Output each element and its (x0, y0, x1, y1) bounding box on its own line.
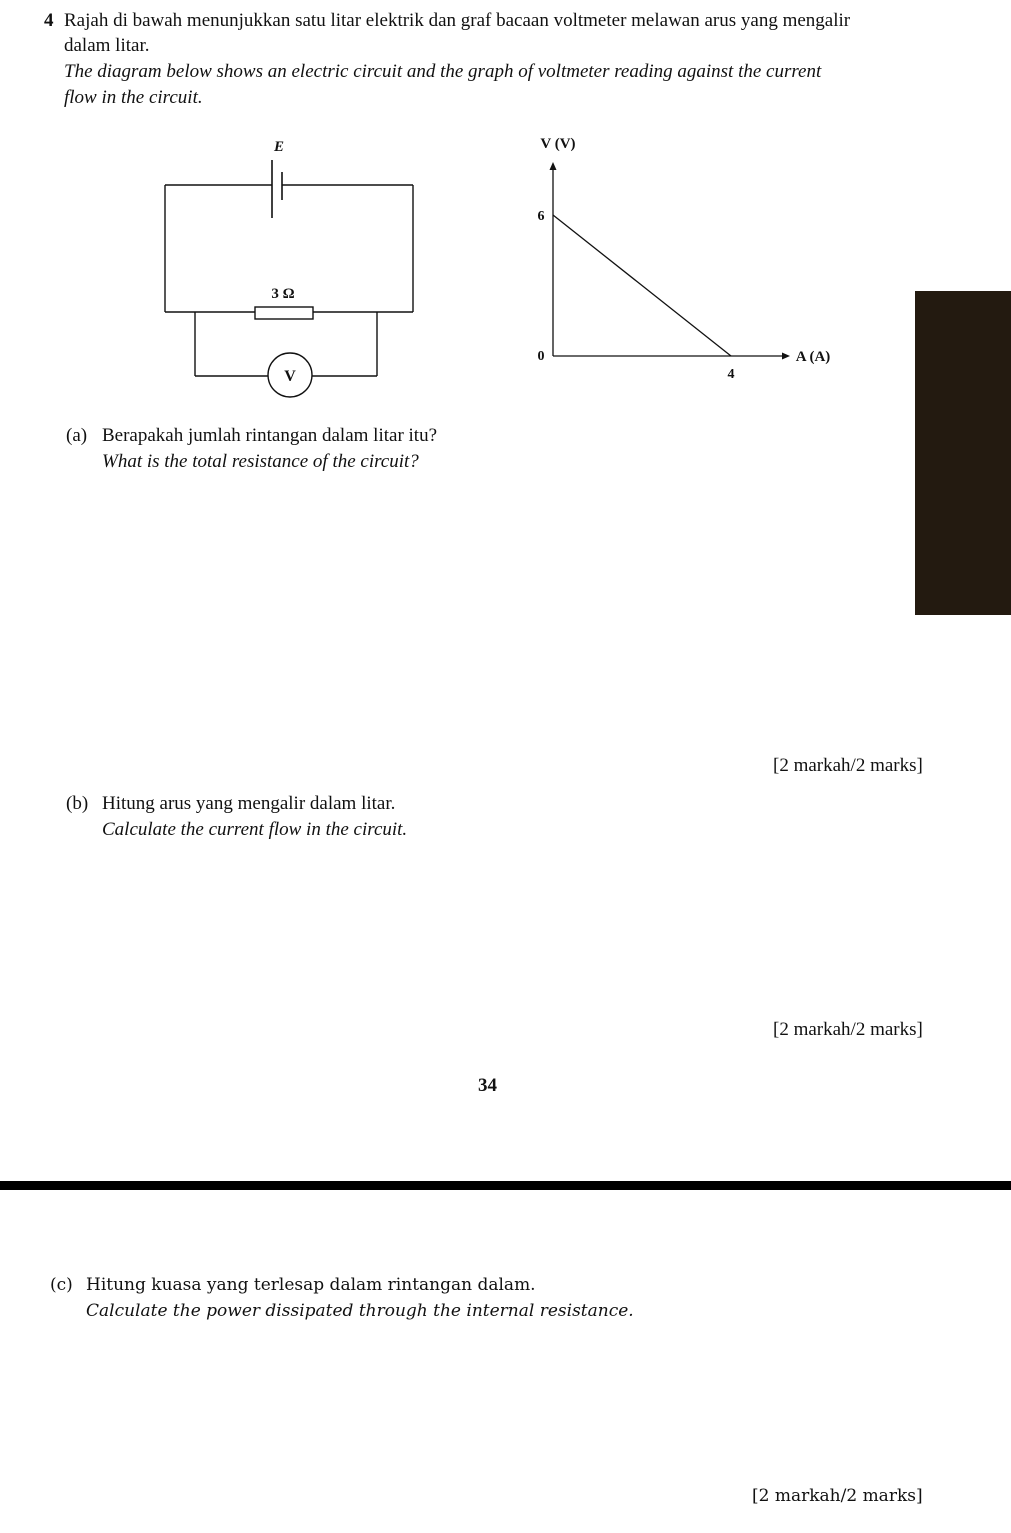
y-axis-arrow (550, 162, 557, 170)
graph-axes (550, 162, 791, 360)
intro-english-line-2: flow in the circuit. (64, 87, 203, 108)
graph-labels-layer (538, 136, 831, 382)
emf-label: E (273, 139, 285, 155)
page-divider (0, 1181, 1011, 1190)
graph-series-line (553, 215, 731, 356)
part-a-question-malay: Berapakah jumlah rintangan dalam litar itu? (102, 425, 438, 446)
sidebar-block (915, 291, 1011, 615)
resistor (255, 307, 313, 319)
part-b-label: (b) (66, 793, 89, 814)
origin-tick-label: 0 (537, 349, 545, 364)
graph-line-layer (553, 215, 731, 356)
part-b-marks: [2 markah/2 marks] (773, 1019, 923, 1040)
part-b-question-malay: Hitung arus yang mengalir dalam litar. (102, 793, 396, 814)
x-axis-arrow (782, 353, 790, 360)
part-a-marks: [2 markah/2 marks] (773, 755, 923, 776)
intro-english-line-1: The diagram below shows an electric circuit and the graph of voltmeter reading against the current (64, 61, 822, 82)
part-c-question-malay: Hitung kuasa yang terlesap dalam rintangan dalam. (86, 1275, 536, 1295)
part-c-label: (c) (50, 1275, 73, 1295)
part-b-question-english: Calculate the current flow in the circuit. (102, 819, 408, 840)
part-a-label: (a) (66, 425, 88, 446)
part-a-question-english: What is the total resistance of the circuit? (102, 451, 419, 472)
y-tick-label-6: 6 (537, 209, 545, 224)
part-c-question-english: Calculate the power dissipated through the internal resistance. (86, 1301, 634, 1321)
question-number: 4 (44, 10, 54, 31)
resistor-label: 3 Ω (271, 286, 295, 302)
x-axis-label: A (A) (795, 349, 831, 365)
y-axis-label: V (V) (540, 136, 576, 152)
page-number: 34 (478, 1075, 497, 1096)
voltage-current-graph (500, 128, 860, 390)
intro-malay-line-1: Rajah di bawah menunjukkan satu litar elektrik dan graf bacaan voltmeter melawan arus yang mengalir (64, 10, 851, 31)
intro-malay-line-2: dalam litar. (64, 35, 150, 56)
circuit-diagram (150, 130, 430, 405)
voltmeter-label: V (284, 368, 296, 385)
x-tick-label-4: 4 (727, 367, 735, 382)
part-c-marks: [2 markah/2 marks] (752, 1486, 923, 1506)
